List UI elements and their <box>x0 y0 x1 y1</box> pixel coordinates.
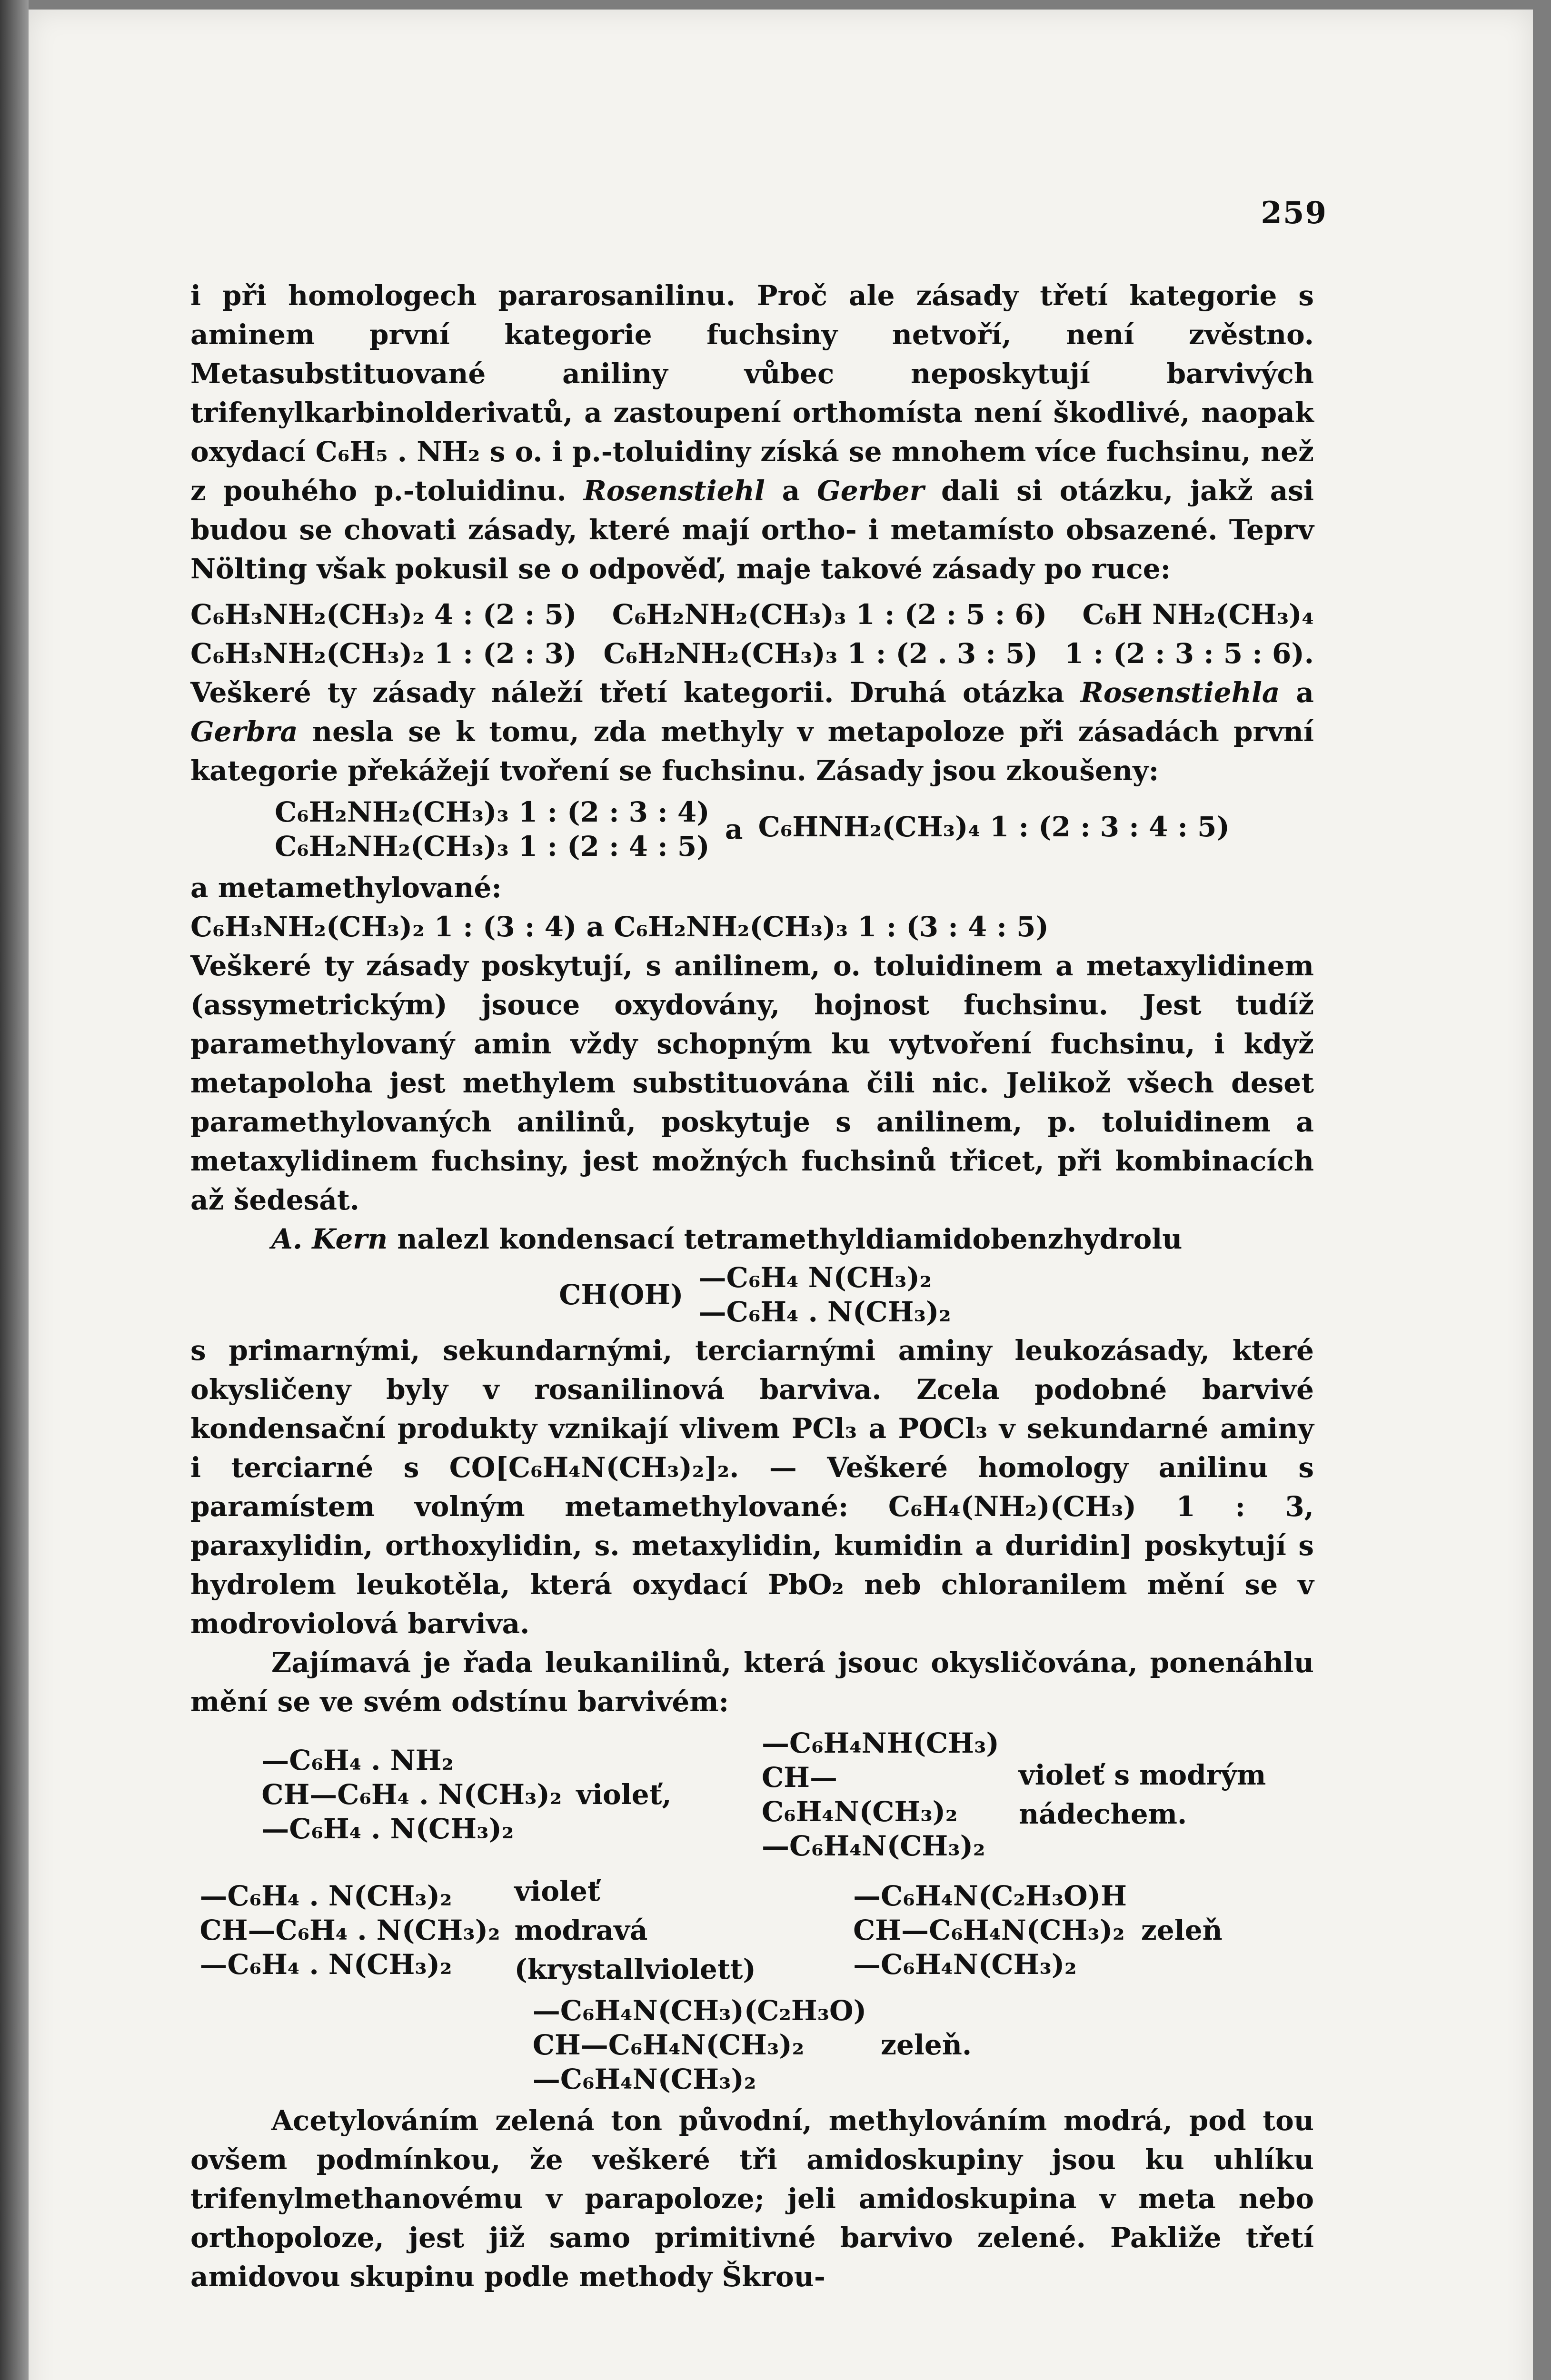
paragraph-7: Acetylováním zelená ton původní, methylováním modrá, pod tou ovšem podmínkou, že veškeré tři amidoskupiny jsou ku uhlíku trifenylmethanovému v parapoloze; jeli amidoskupina v meta nebo orthopoloze, jest již samo primitivné barvivo zelené. Pakliže třetí amidovou skupinu podle methody Škrou- <box>190 2104 1314 2293</box>
meta-label: a metamethylované: <box>190 872 502 904</box>
formula-3: C₆H₃NH₂(CH₃)₂ 1 : (3 : 4) a C₆H₂NH₂(CH₃)₃ 1 : (3 : 4 : 5) <box>190 911 1049 943</box>
paragraph-5: s primarnými, sekundarnými, terciarnými aminy leukozásady, které okysličeny byly v rosanilinová barviva. Zcela podobné barvivé kondensační produkty vznikají vlivem PCl₃ a POCl₃ v sekundarné aminy i terciarné s CO[C₆H₄N(CH₃)₂]₂. — Veškeré homology anilinu s paramístem volným metamethylované: C₆H₄(NH₂)(CH₃) 1 : 3, paraxylidin, orthoxylidin, s. metaxylidin, kumidin a duridin] poskytují s hydrolem leukotěla, která oxydací PbO₂ neb chloranilem mění se v modroviolová barviva. <box>190 1334 1314 1640</box>
dye-3: —C₆H₄ . N(CH₃)₂ CH—C₆H₄ . N(CH₃)₂ —C₆H₄ . N(CH₃)₂ violeť modravá (krystallviolett) <box>199 1875 756 1985</box>
page-number: 259 <box>1261 195 1327 231</box>
paragraph-6: Zajímavá je řada leukanilinů, která jsouc okysličována, ponenáhlu mění se ve svém odstínu barvivém: <box>190 1646 1314 1718</box>
paragraph-3: Veškeré ty zásady poskytují, s anilinem, o. toluidinem a metaxylidinem (assymetrickým) jsouce oxydovány, hojnost fuchsinu. Jest tudíž paramethylovaný amin vždy schopným ku vytvoření fuchsinu, i když metapoloha jest methylem substituována čili nic. Jelikož všech deset paramethylovaných anilinů, poskytuje s anilinem, p. toluidinem a metaxylidinem fuchsiny, jest možných fuchsinů třicet, při kombinacích až šedesát. <box>190 950 1314 1216</box>
dye-series <box>190 1726 1314 1989</box>
formula-group-2: C₆H₂NH₂(CH₃)₃ 1 : (2 : 3 : 4) C₆H₂NH₂(CH₃)₃ 1 : (2 : 4 : 5) a C₆HNH₂(CH₃)₄ 1 : (2 : 3 : 4 : 5) <box>275 796 1230 863</box>
dye-2: —C₆H₄NH(CH₃) CH—C₆H₄N(CH₃)₂ —C₆H₄N(CH₃)₂ violeť s modrým nádechem. <box>762 1727 1266 1862</box>
author-gerber: Gerber <box>817 475 925 507</box>
paragraph-4: A. Kern nalezl kondensací tetramethyldiamidobenzhydrolu <box>271 1223 1183 1255</box>
page-body <box>190 276 1314 2296</box>
paragraph-1: i při homologech pararosanilinu. Proč ale zásady třetí kategorie s aminem první kategorie fuchsiny netvoří, není zvěstno. Metasubstituované aniliny vůbec neposkytují barvivých trifenylkarbinolderivatů, a zastoupení orthomísta není škodlivé, naopak oxydací C₆H₅ . NH₂ s o. i p.-toluidiny získá se mnohem více fuchsinu, než z pouhého p.-toluidinu. Rosenstiehl a Gerber dali si otázku, jakž asi budou se chovati zásady, které mají ortho- i metamísto obsazené. Teprv Nölting však pokusil se o odpověď, maje takové zásady po ruce: <box>190 279 1314 585</box>
book-edge-shadow <box>0 0 29 2380</box>
dye-5: —C₆H₄N(CH₃)(C₂H₃O) CH—C₆H₄N(CH₃)₂ —C₆H₄N(CH₃)₂ zeleň. <box>532 1994 972 2095</box>
formula-4: CH(OH) —C₆H₄ N(CH₃)₂ —C₆H₄ . N(CH₃)₂ <box>559 1261 951 1328</box>
formula-row-1: C₆H₃NH₂(CH₃)₂ 4 : (2 : 5) C₆H₂NH₂(CH₃)₃ 1 : (2 : 5 : 6) C₆H NH₂(CH₃)₄ <box>190 598 1314 631</box>
dye-1: —C₆H₄ . NH₂ CH—C₆H₄ . N(CH₃)₂ —C₆H₄ . N(CH₃)₂ violeť, <box>261 1744 672 1845</box>
formula-row-2: C₆H₃NH₂(CH₃)₂ 1 : (2 : 3) C₆H₂NH₂(CH₃)₃ 1 : (2 . 3 : 5) 1 : (2 : 3 : 5 : 6). <box>190 637 1314 670</box>
author-rosenstiehla: Rosenstiehla <box>1080 676 1280 709</box>
author-gerbra: Gerbra <box>190 715 298 748</box>
author-kern: A. Kern <box>271 1223 388 1255</box>
paragraph-2: Veškeré ty zásady náleží třetí kategorii. Druhá otázka Rosenstiehla a Gerbra nesla se k tomu, zda methyly v metapoloze při zásadách první kategorie překážejí tvoření se fuchsinu. Zásady jsou zkoušeny: <box>190 676 1314 787</box>
author-rosenstiehl: Rosenstiehl <box>583 475 765 507</box>
dye-4: —C₆H₄N(C₂H₃O)H CH—C₆H₄N(CH₃)₂ —C₆H₄N(CH₃)₂ zeleň <box>853 1880 1223 1981</box>
